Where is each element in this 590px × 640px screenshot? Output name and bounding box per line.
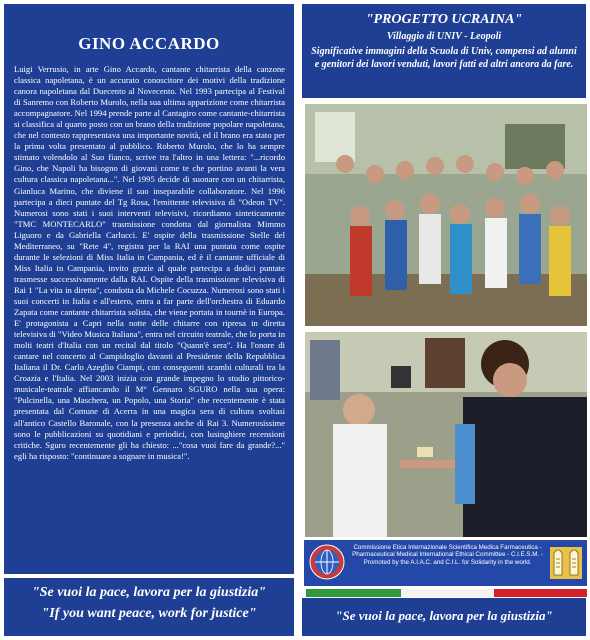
group-photo-image: [305, 104, 587, 326]
project-title: "PROGETTO UCRAINA": [365, 12, 523, 27]
motto-italian: "Se vuoi la pace, lavora per la giustizia": [31, 585, 267, 600]
tablets-logo-icon: [549, 543, 583, 581]
project-subtitle: Villaggio di UNIV - Leopoli: [386, 31, 502, 42]
motto-english: "If you want peace, work for justice": [41, 606, 257, 621]
motto-panel-right: [302, 598, 586, 636]
biography-text: Luigi Verrusio, in arte Gino Accardo, cantante chitarrista della canzone classica napoletana, è un accurato conoscitore dei motivi della tradizione canora napoletana dal Duecento al Novecento. Nel 1993 partecipa al Festival di Sanremo con Roberto Murolo, nella sua ultima apparizione come chitarrista accompagnatore. Nel 1994 prende parte al Cantagiro come cantante-chitarrista si classifica al quarto posto con un brano della tradizione popolare napoletana, che nel contesto rappresentava una importante novità, ed il brano era stato per la prima volta presentato al pubblico. Roberto Murolo, che lo ha sempre stimato volendolo al Suo fianco, scrive tra l'altro in una lettera: "...ricordo Gino, che Napoli ha bisogno di giovani come te che portino avanti la vera cultura classica napoletana...". Nel 1995 decide di suonare con un chitarrista, Gianluca Marino, che diviene il suo inseparabile collaboratore. Nel 1996 partecipa a dieci puntate del Tg Rosa, l'emittente televisiva di "Odeon TV". Numerosi sono stati i suoi interventi televisivi, ricordiamo sinteticamente "TMC MONTECARLO" trasmissione condotta dal giornalista Mimmo Liguoro e da Gabriella Carlucci. E' ospite della trasmissione Stelle del Mediterraneo, su "Rete 4", registra per la RAI una puntata come ospite durante le selezioni di Miss Italia in Campania, ed è il cantante ufficiale di Miss Italia in Campania, invito grazie al quale partecipa a dodici puntate trasmesse successivamente dalla RAI. Ospite della trasmissione televisiva di Rai 1 "La vita in diretta", condotta da Michele Cocuzza. Numerosi sono stati i suoi concerti in Italia e all'estero, entra a far parte dell'orchestra di Eduardo Zapata come cantante chitarrista solista, che viene portata in tournè in Europa. E' protagonista a Capri nella notte delle chitarre con ripresa in diretta televisiva di "Video Musica Italiana", entra nel circuito teatrale, che lo porta in molti teatri d'Italia con un recital dal titolo "Quann'è sera". Ha l'onore di cantare nel concerto al Campidoglio davanti al Presidente della Repubblica Italiana il Dr. Carlo Azeglio Ciampi, con conseguenti scambi culturali tra la Croazia e l'Italia. Nel 2003 inizia con grande impegno lo studio pittorico-musicale-teatrale affiancando il M° Gennaro SGURO nella sua opera: "Pulcinella, una Maschera, un Popolo, una Storia" che recentemente è stata presentata dal Comune di Acerra in una magica sera di cultura svoltasi all'antico Castello Baronale, con la presenza anche di Rai 3. Numerosissime sono le pubblicazioni su quotidiani e periodici, con lusinghiere recensioni critiche. Sguro recentemente gli ha chiesto: ..."cosa vuoi fare da grande?..." egli ha risposto: "continuare a sognare in musica!".: [14, 64, 285, 461]
biography-title: GINO ACCARDO: [78, 34, 220, 53]
project-description: Significative immagini della Scuola di Univ, compensi ad alunni e genitori dei lavori venduti, lavori fatti ed altri ancora da fare.: [311, 46, 577, 70]
motto-italian-right: "Se vuoi la pace, lavora per la giustizia": [335, 608, 553, 623]
organization-banner: [304, 540, 587, 586]
flag-white-stripe: [401, 589, 494, 597]
organization-text: Commissione Etica Internazionale Scientifica Medica Farmaceutica - Pharmaceutical Medical International Ethical Committee - C.I.E.S.M. - Promoted by the A.I.A.C. and C.I.L. for Solidarity in the world.: [352, 544, 543, 566]
payment-photo: [305, 332, 587, 537]
flag-green-stripe: [306, 589, 401, 597]
payment-photo-image: [305, 332, 587, 537]
motto-panel-left: [4, 578, 294, 636]
flag-red-stripe: [494, 589, 587, 597]
project-header-panel: [302, 4, 586, 98]
group-photo: [305, 104, 587, 326]
globe-logo-icon: [308, 543, 346, 581]
biography-panel: [4, 4, 294, 574]
